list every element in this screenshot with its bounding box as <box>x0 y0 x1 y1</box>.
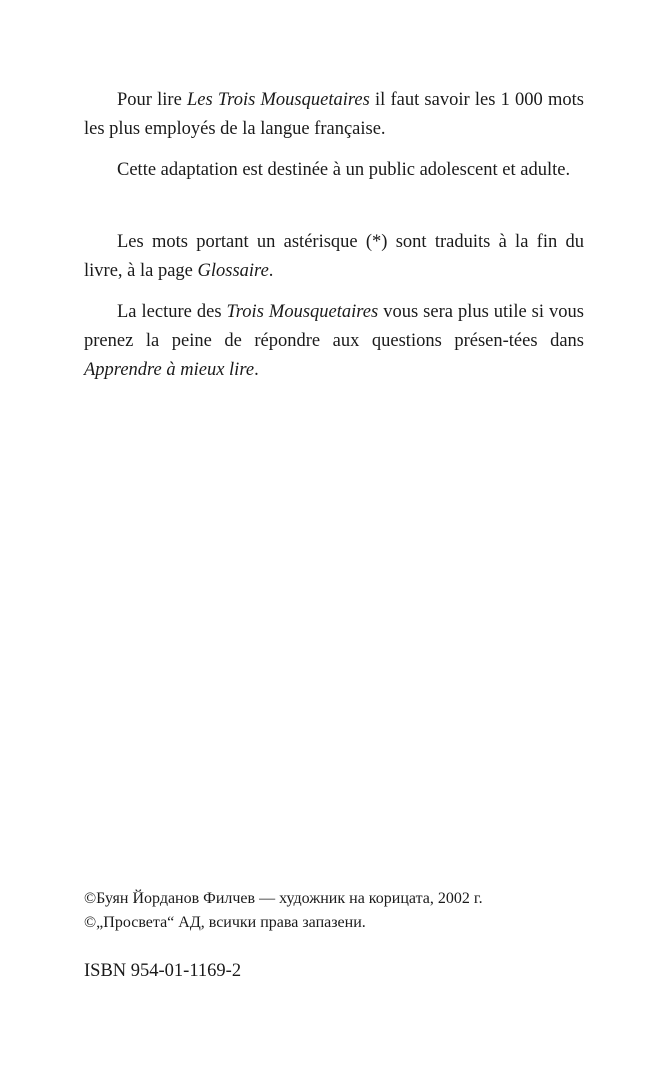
copyright-publisher: ©„Просвета“ АД, всички права запазени. <box>84 914 366 931</box>
paragraph-asterisk-note <box>84 228 584 286</box>
p4-section-ref: Apprendre à mieux lire <box>84 360 255 380</box>
p1-text-end: il faut savoir les 1 000 mots les plus employés de la langue française. <box>84 90 584 139</box>
copyright-cover-artist: ©Буян Йорданов Филчев — художник на корицата, 2002 г. <box>84 890 483 907</box>
p4-book-title: Trois Mousquetaires <box>226 302 379 322</box>
p3-text-end: . <box>268 261 274 281</box>
book-page <box>84 0 584 1092</box>
isbn-number: ISBN 954-01-1169-2 <box>84 961 242 981</box>
p2-text: Cette adaptation est destinée à un public adolescent et adulte. <box>117 160 571 180</box>
p4-text-start: La lecture des <box>117 302 227 322</box>
p1-book-title: Les Trois Mousquetaires <box>187 90 370 110</box>
paragraph-audience <box>84 156 584 185</box>
p4-text-end: . <box>254 360 259 380</box>
paragraph-reading-tips <box>84 298 584 385</box>
p4-text-middle: vous sera plus utile si vous prenez la peine de répondre aux questions présen-tées dans <box>84 302 584 351</box>
p3-glossary-ref: Glossaire <box>197 261 269 281</box>
paragraph-reading-requirement <box>84 86 584 144</box>
p1-text-start: Pour lire <box>117 90 188 110</box>
p3-text-start: Les mots portant un astérisque (*) sont traduits à la fin du livre, à la page <box>84 232 584 281</box>
